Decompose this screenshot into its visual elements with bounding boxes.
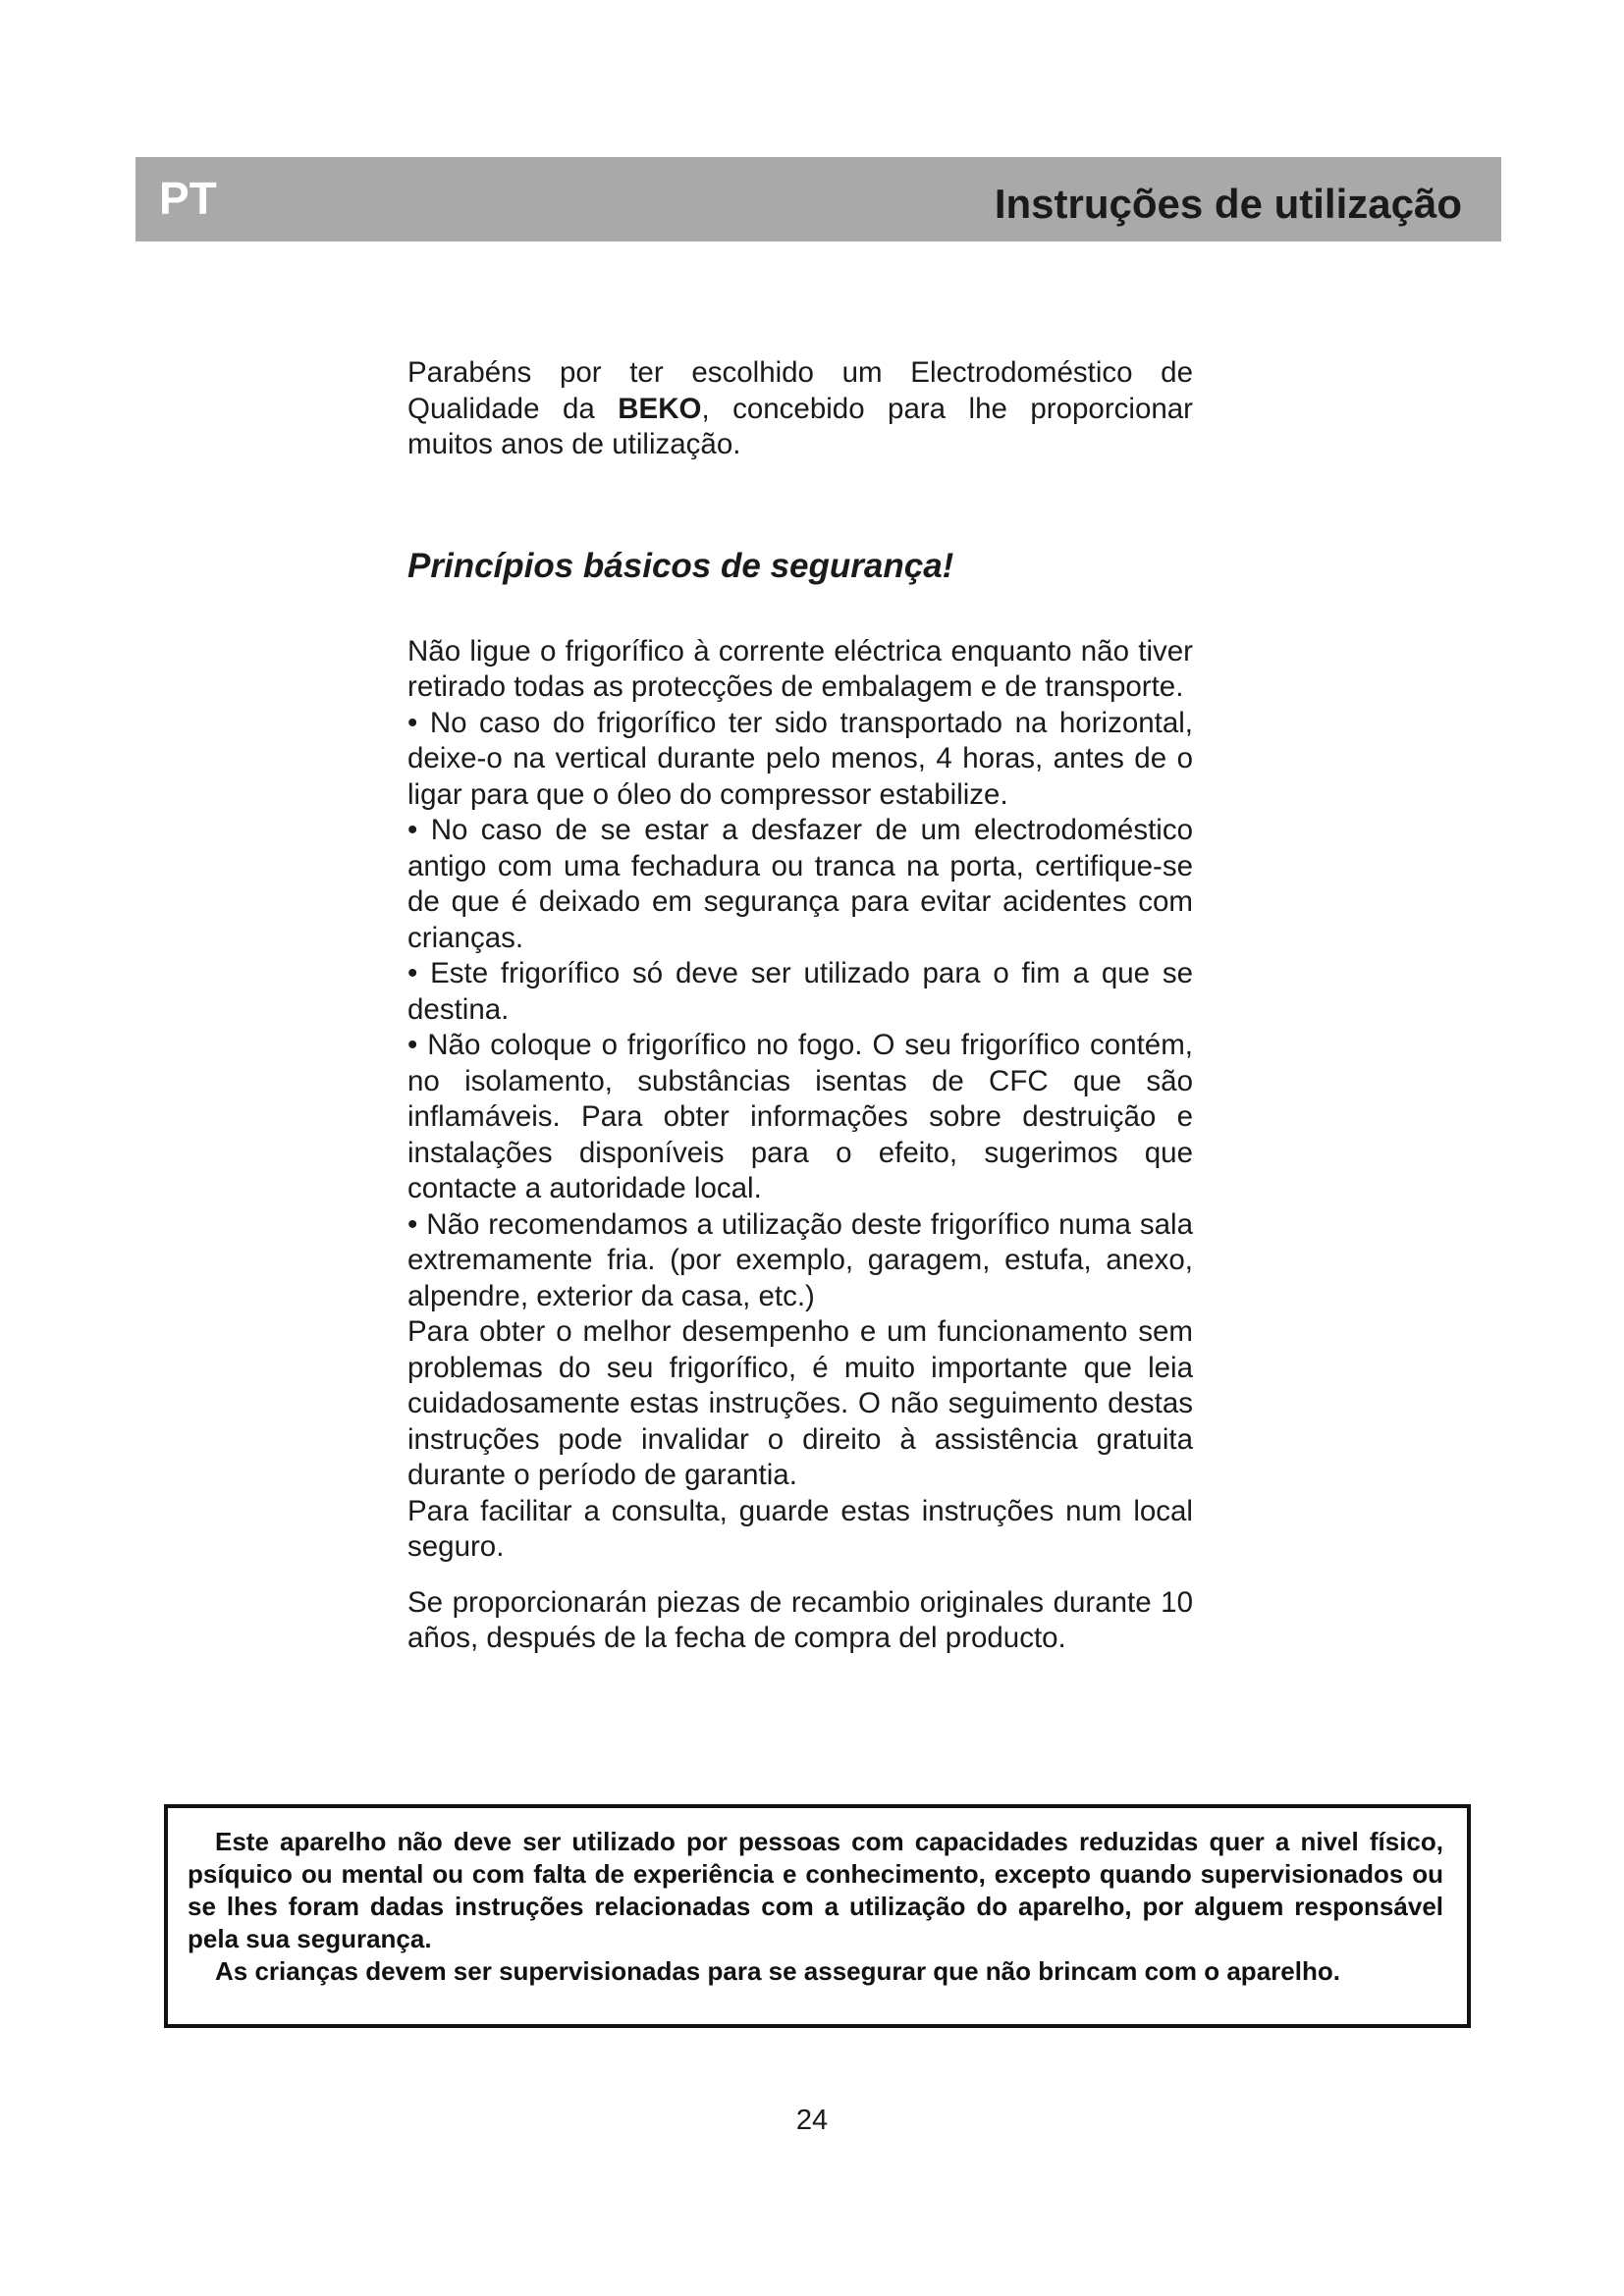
safety-bullet-cold-room: • Não recomendamos a utilização deste frigorífico numa sala extremamente fria. (por exemplo, garagem, estufa, anexo, alpendre, exterior da casa, etc.) [407, 1207, 1193, 1312]
intro-text-after: , concebido para lhe proporcionar muitos anos de utilização. [407, 392, 1193, 460]
safety-paragraph: Não ligue o frigorífico à corrente eléctrica enquanto não tiver retirado todas as protecções de embalagem e de transporte. [407, 634, 1193, 703]
page-number: 24 [795, 2105, 829, 2136]
safety-bullet-fire: • Não coloque o frigorífico no fogo. O seu frigorífico contém, no isolamento, substâncias isentas de CFC que são inflamáveis. Para obter informações sobre destruição e instalações disponíveis para o efeito, sugerimos que contacte a autoridade local. [407, 1029, 1193, 1204]
safety-bullet-disposal: • No caso de se estar a desfazer de um electrodoméstico antigo com uma fechadura ou tranca na porta, certifique-se de que é deixado em segurança para evitar acidentes com crianças. [407, 814, 1193, 954]
safety-paragraph-keep: Para facilitar a consulta, guarde estas instruções num local seguro. [407, 1494, 1193, 1563]
spare-parts-paragraph: Se proporcionarán piezas de recambio originales durante 10 años, después de la fecha de compra del producto. [407, 1585, 1193, 1654]
language-code: PT [159, 173, 217, 224]
brand-name: BEKO [618, 392, 702, 425]
document-title: Instruções de utilização [994, 181, 1462, 227]
header-bar [135, 157, 1501, 241]
warning-paragraph-capabilities: Este aparelho não deve ser utilizado por pessoas com capacidades reduzidas quer a nivel físico, psíquico ou mental ou com falta de experiência e conhecimento, excepto quando supervisionados ou se lhes foram dadas instruções relacionadas com a utilização do aparelho, por alguem responsável pela sua segurança. [188, 1827, 1443, 1953]
warning-paragraph-children: As crianças devem ser supervisionadas para se assegurar que não brincam com o aparelho. [215, 1956, 1340, 1986]
safety-bullet-transport: • No caso do frigorífico ter sido transportado na horizontal, deixe-o na vertical durante pelo menos, 4 horas, antes de o ligar para que o óleo do compressor estabilize. [407, 706, 1193, 811]
safety-paragraph-performance: Para obter o melhor desempenho e um funcionamento sem problemas do seu frigorífico, é muito importante que leia cuidadosamente estas instruções. O não seguimento destas instruções pode invalidar o direito à assistência gratuita durante o período de garantia. [407, 1315, 1193, 1491]
intro-text-before: Parabéns por ter escolhido um Electrodoméstico de Qualidade da [407, 356, 1193, 425]
warning-box [164, 1804, 1471, 2028]
spacer [407, 1566, 1193, 1585]
safety-heading: Princípios básicos de segurança! [407, 546, 954, 585]
main-content [407, 355, 1193, 1657]
intro-paragraph [407, 355, 1193, 463]
safety-bullet-purpose: • Este frigorífico só deve ser utilizado para o fim a que se destina. [407, 957, 1193, 1026]
